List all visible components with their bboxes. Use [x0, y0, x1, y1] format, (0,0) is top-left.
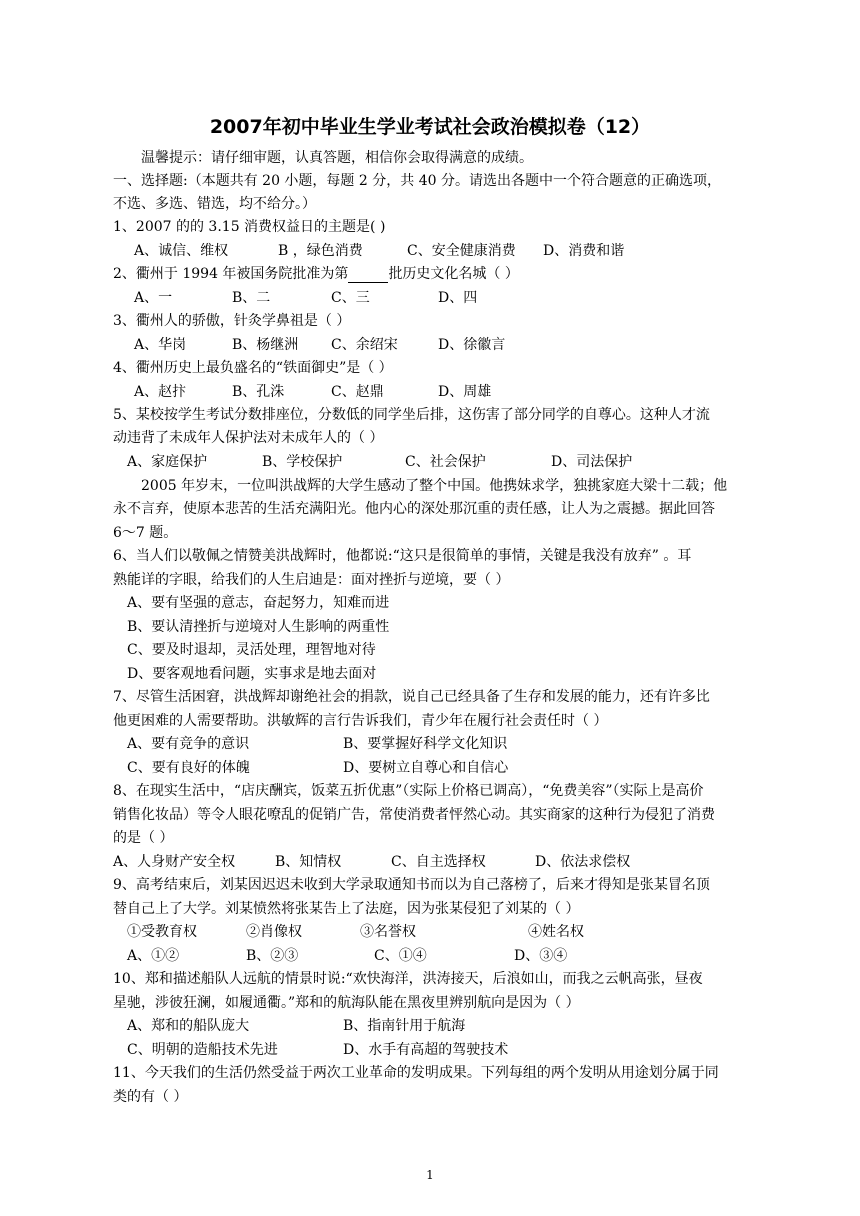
- q1-option-b: B ，绿色消费: [278, 243, 363, 259]
- q9-option-d: D、③④: [514, 948, 568, 964]
- q5-option-b: B、学校保护: [262, 454, 343, 470]
- q5-stem-line1: 5、某校按学生考试分数排座位，分数低的同学坐后排，这伤害了部分同学的自尊心。这种人才流: [113, 407, 710, 423]
- q9-option-b: B、②③: [246, 948, 299, 964]
- q10-option-c: C、明朝的造船技术先进: [127, 1042, 278, 1058]
- q9-stem-line2: 替自己上了大学。刘某愤然将张某告上了法庭，因为张某侵犯了刘某的（ ）: [113, 901, 580, 917]
- q9-item-3: ③名誉权: [360, 924, 416, 940]
- q7-option-b: B、要掌握好科学文化知识: [343, 736, 508, 752]
- q5-option-c: C、社会保护: [405, 454, 486, 470]
- q8-option-d: D、依法求偿权: [535, 854, 631, 870]
- q8-option-b: B、知情权: [275, 854, 342, 870]
- q1-option-d: D、消费和谐: [543, 243, 625, 259]
- q9-option-c: C、①④: [374, 948, 427, 964]
- q9-item-2: ②肖像权: [246, 924, 302, 940]
- q4-stem: 4、衢州历史上最负盛名的“铁面御史”是（ ）: [113, 360, 393, 376]
- q5-option-a: A、家庭保护: [127, 454, 208, 470]
- q3-option-b: B、杨继洲: [232, 337, 299, 353]
- passage-line1: 2005 年岁末，一位叫洪战辉的大学生感动了整个中国。他携妹求学，独挑家庭大梁十二载；他: [141, 478, 728, 494]
- q11-stem-line1: 11、今天我们的生活仍然受益于两次工业革命的发明成果。下列每组的两个发明从用途划分属于同: [113, 1065, 719, 1081]
- q4-option-d: D、周雄: [438, 384, 492, 400]
- passage-line2: 永不言弃，使原本悲苦的生活充满阳光。他内心的深处那沉重的责任感，让人为之震撼。据此回答: [113, 501, 715, 517]
- q2-option-c: C、三: [331, 290, 370, 306]
- q3-option-c: C、余绍宋: [331, 337, 398, 353]
- q7-stem-line2: 他更困难的人需要帮助。洪敏辉的言行告诉我们，青少年在履行社会责任时（ ）: [113, 713, 608, 729]
- q9-stem-line1: 9、高考结束后，刘某因迟迟未收到大学录取通知书而以为自己落榜了，后来才得知是张某冒名顶: [113, 877, 710, 893]
- q2-stem-part2: 批历史文化名城（ ）: [388, 266, 519, 282]
- q4-option-c: C、赵鼎: [331, 384, 384, 400]
- q6-option-c: C、要及时退却，灵活处理，理智地对待: [127, 642, 376, 658]
- q5-option-d: D、司法保护: [551, 454, 633, 470]
- q10-stem-line2: 星驰，涉彼狂澜，如履通衢。”郑和的航海队能在黑夜里辨别航向是因为（ ）: [113, 995, 580, 1011]
- q11-stem-line2: 类的有（ ）: [113, 1089, 188, 1105]
- q9-item-4: ④姓名权: [528, 924, 584, 940]
- q10-option-d: D、水手有高超的驾驶技术: [343, 1042, 509, 1058]
- q2-stem-part1: 2、衢州于 1994 年被国务院批准为第: [113, 266, 349, 282]
- section-instruction-line1: 一、选择题:（本题共有 20 小题，每题 2 分，共 40 分。请选出各题中一个符合题意的正确选项，: [113, 173, 721, 189]
- q8-stem-line1: 8、在现实生活中，“店庆酬宾，饭菜五折优惠”（实际上价格已调高），“免费美容”（实际上是高价: [113, 783, 704, 799]
- q2-option-a: A、一: [134, 290, 173, 306]
- q6-stem-line1: 6、当人们以敬佩之情赞美洪战辉时，他都说:“这只是很简单的事情，关键是我没有放弃” 。耳: [113, 548, 692, 564]
- section-instruction-line2: 不选、多选、错选，均不给分。）: [113, 196, 316, 212]
- q8-stem-line2: 销售化妆品）等令人眼花嘹乱的促销广告，常使消费者怦然心动。其实商家的这种行为侵犯了消费: [113, 807, 715, 823]
- q6-stem-line2: 熟能详的字眼，给我们的人生启迪是：面对挫折与逆境，要（ ）: [113, 572, 510, 588]
- q3-option-a: A、华岗: [134, 337, 187, 353]
- q3-stem: 3、衢州人的骄傲，针灸学鼻祖是（ ）: [113, 313, 351, 329]
- q10-option-b: B、指南针用于航海: [343, 1018, 466, 1034]
- q10-option-a: A、郑和的船队庞大: [127, 1018, 250, 1034]
- q2-option-b: B、二: [232, 290, 271, 306]
- q1-option-a: A、诚信、维权: [134, 243, 229, 259]
- q6-option-d: D、要客观地看问题，实事求是地去面对: [127, 666, 377, 682]
- exam-title: 2007年初中毕业生学业考试社会政治模拟卷（12）: [209, 116, 651, 138]
- q2-blank: [348, 268, 388, 283]
- q5-stem-line2: 动违背了未成年人保护法对未成年人的（ ）: [113, 430, 384, 446]
- q7-option-a: A、要有竞争的意识: [127, 736, 250, 752]
- q1-stem: 1、2007 的的 3.15 消费权益日的主题是( ): [113, 219, 386, 235]
- q2-option-d: D、四: [438, 290, 478, 306]
- q8-option-a: A、人身财产安全权: [113, 854, 236, 870]
- q4-option-b: B、孔洙: [232, 384, 285, 400]
- q9-item-1: ①受教育权: [127, 924, 197, 940]
- q9-option-a: A、①②: [127, 948, 180, 964]
- warm-tip: 温馨提示：请仔细审题，认真答题，相信你会取得满意的成绩。: [141, 150, 533, 166]
- q4-option-a: A、赵抃: [134, 384, 187, 400]
- passage-line3: 6～7 题。: [113, 525, 178, 541]
- q6-option-b: B、要认清挫折与逆境对人生影响的两重性: [127, 619, 390, 635]
- page-number: 1: [426, 1168, 434, 1182]
- q10-stem-line1: 10、郑和描述船队人远航的情景时说:“欢快海洋，洪涛接天，后浪如山，而我之云帆高张，昼夜: [113, 971, 703, 987]
- q6-option-a: A、要有坚强的意志，奋起努力，知难而进: [127, 595, 390, 611]
- q2-stem: [113, 265, 519, 283]
- q1-option-c: C、安全健康消费: [407, 243, 516, 259]
- q7-option-c: C、要有良好的体魄: [127, 760, 250, 776]
- q8-option-c: C、自主选择权: [391, 854, 486, 870]
- q8-stem-line3: 的是（ ）: [113, 830, 174, 846]
- q7-option-d: D、要树立自尊心和自信心: [343, 760, 509, 776]
- q7-stem-line1: 7、尽管生活困窘，洪战辉却谢绝社会的捐款，说自己已经具备了生存和发展的能力，还有许多比: [113, 689, 710, 705]
- q3-option-d: D、徐徽言: [438, 337, 506, 353]
